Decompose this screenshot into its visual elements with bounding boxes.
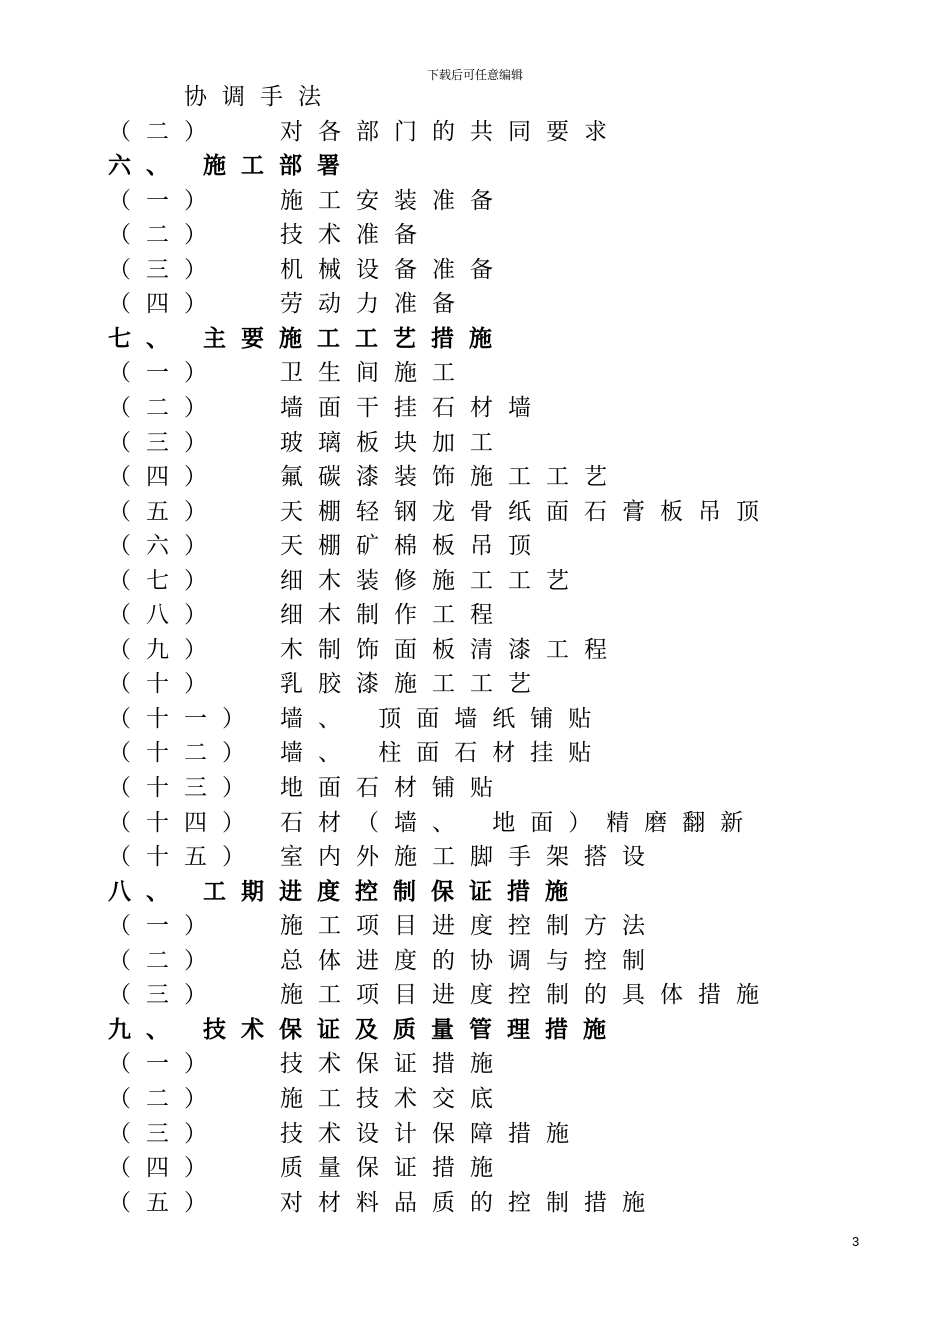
toc-entry-title: 劳动力准备 bbox=[280, 291, 470, 318]
toc-entry-title: 玻璃板块加工 bbox=[280, 429, 508, 456]
toc-entry-title: 卫生间施工 bbox=[280, 360, 470, 387]
toc-entry-number: （十五） bbox=[108, 844, 260, 871]
toc-entry-title: 墙、 顶面墙纸铺贴 bbox=[280, 705, 607, 732]
toc-entry-title: 主要施工工艺措施 bbox=[203, 325, 507, 352]
toc-entry-title: 氟碳漆装饰施工工艺 bbox=[280, 464, 622, 491]
toc-entry-number: （八） bbox=[108, 602, 222, 629]
toc-entry-number: （十四） bbox=[108, 809, 260, 836]
toc-entry-title: 天棚矿棉板吊顶 bbox=[280, 533, 546, 560]
toc-entry-number: 八、 bbox=[108, 878, 184, 905]
toc-entry-title: 总体进度的协调与控制 bbox=[280, 947, 660, 974]
toc-entry-number: （五） bbox=[108, 1189, 222, 1216]
toc-entry-number: （一） bbox=[108, 360, 222, 387]
toc-entry-title: 质量保证措施 bbox=[280, 1155, 508, 1182]
toc-entry-number: （一） bbox=[108, 187, 222, 214]
toc-entry-number: （一） bbox=[108, 913, 222, 940]
toc-entry-number: （四） bbox=[108, 1155, 222, 1182]
toc-entry-title: 地面石材铺贴 bbox=[280, 775, 508, 801]
toc-entry-number: （十一） bbox=[108, 705, 260, 732]
page-number: 3 bbox=[852, 1234, 860, 1249]
toc-entry-title: 施工项目进度控制的具体措施 bbox=[280, 982, 774, 1009]
toc-entry-title: 技术保证及质量管理措施 bbox=[203, 1016, 621, 1043]
toc-entry-number: （三） bbox=[108, 256, 222, 283]
toc-entry-title: 施工安装准备 bbox=[280, 187, 508, 214]
toc-entry-number: （十二） bbox=[108, 740, 260, 767]
toc-entry-number: （四） bbox=[108, 291, 222, 318]
toc-entry-title: 施工部署 bbox=[203, 153, 355, 180]
toc-entry-number: 九、 bbox=[108, 1016, 184, 1043]
page-header: 下载后可任意编辑 bbox=[426, 68, 523, 82]
toc-entry-number: （九） bbox=[108, 636, 222, 663]
toc-entry-title: 木制饰面板清漆工程 bbox=[280, 636, 622, 663]
toc-entry-title: 对材料品质的控制措施 bbox=[280, 1189, 660, 1216]
toc-entry-title: 机械设备准备 bbox=[280, 256, 508, 283]
toc-entry-number: （二） bbox=[108, 222, 222, 249]
toc-entry-number: （二） bbox=[108, 118, 222, 145]
toc-entry-title: 乳胶漆施工工艺 bbox=[280, 671, 546, 698]
toc-entry-number: （二） bbox=[108, 947, 222, 974]
toc-entry-number: 七、 bbox=[108, 325, 184, 352]
toc-entry-title: 施工技术交底 bbox=[280, 1085, 508, 1112]
toc-entry-number: （一） bbox=[108, 1051, 222, 1078]
toc-entry-number: （二） bbox=[108, 394, 222, 421]
toc-entry-number: （五） bbox=[108, 498, 222, 525]
toc-entry-title: 施工项目进度控制方法 bbox=[280, 913, 660, 940]
toc-entry-number: （三） bbox=[108, 429, 222, 456]
toc-entry-title: 技术保证措施 bbox=[280, 1051, 508, 1078]
toc-entry-number: （七） bbox=[108, 567, 222, 594]
toc-entry-number: （四） bbox=[108, 464, 222, 491]
toc-entry-number: （十三） bbox=[108, 775, 260, 801]
toc-entry-title: 室内外施工脚手架搭设 bbox=[280, 844, 660, 871]
toc-entry-number: （三） bbox=[108, 1120, 222, 1147]
toc-entry-number: （六） bbox=[108, 533, 222, 560]
toc-entry-title: 协调手法 bbox=[184, 84, 336, 110]
toc-entry-number: （二） bbox=[108, 1085, 222, 1112]
toc-entry-title: 石材（墙、 地面）精磨翻新 bbox=[280, 809, 759, 836]
toc-entry-number: 六、 bbox=[108, 153, 184, 180]
toc-entry-title: 墙面干挂石材墙 bbox=[280, 394, 546, 421]
toc-entry-title: 天棚轻钢龙骨纸面石膏板吊顶 bbox=[280, 498, 774, 525]
toc-entry-number: （三） bbox=[108, 982, 222, 1009]
toc-entry-title: 技术设计保障措施 bbox=[280, 1120, 584, 1147]
toc-entry-title: 细木制作工程 bbox=[280, 602, 508, 629]
toc-entry-title: 细木装修施工工艺 bbox=[280, 567, 584, 594]
toc-entry-title: 技术准备 bbox=[280, 222, 432, 249]
toc-entry-title: 对各部门的共同要求 bbox=[280, 118, 622, 145]
toc-entry-title: 工期进度控制保证措施 bbox=[203, 878, 583, 905]
toc-entry-number: （十） bbox=[108, 671, 222, 698]
toc-entry-title: 墙、 柱面石材挂贴 bbox=[280, 740, 607, 767]
